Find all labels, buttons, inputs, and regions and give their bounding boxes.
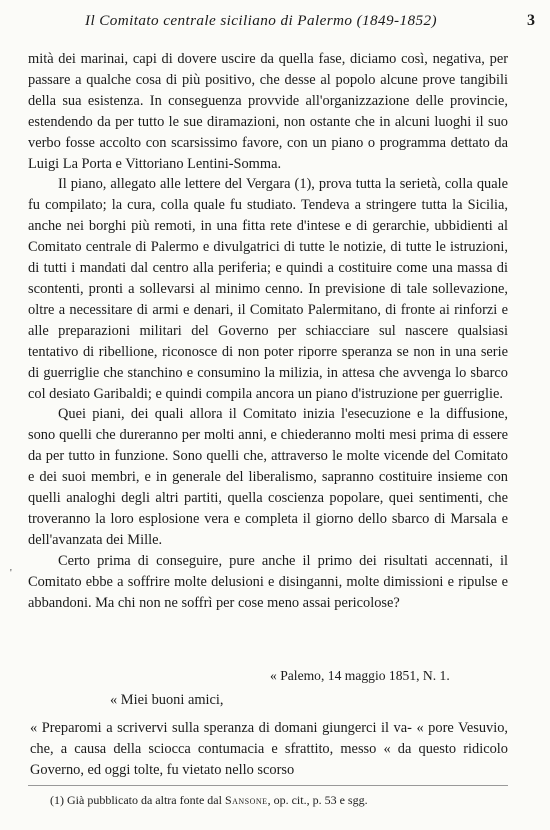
footnote-marker: (1) [50, 793, 64, 807]
letter-dateline: « Palemo, 14 maggio 1851, N. 1. [270, 668, 450, 683]
letter-salutation: « Miei buoni amici, [110, 692, 224, 708]
paragraph-2: Il piano, allegato alle lettere del Vergara (1), prova tutta la serietà, colla quale fu compilato; la cura, colla quale fu studiato. Tendeva a stringere tutta la Sicilia, anche nei borghi più remoti, in una fitta rete d'intese e di gerarchie, ubbidienti al Comitato centrale di Palermo e divulgatrici di tutte le notizie, di tutte le istruzioni, di tutti i mandati dal centro alla periferia; e quindi a costituire come una massa di scontenti, pronti a sollevarsi al minimo cenno. In previsione di tale sollevazione, oltre a necessitare di armi e denari, il Comitato Palermitano, di fronte ai rinforzi e alle preparazioni militari del Governo per schiacciare sul nascere qualsiasi tentativo di ribellione, riconosce di non poter riporre speranza se non in una serie di guerriglie che stanchino e consumino la milizia, in attesa che avvenga lo sbarco col desiato Garibaldi; e quindi compila ancora un piano d'istruzione per guerriglie. [28, 176, 508, 402]
paragraph-1: mità dei marinai, capi di dovere uscire da quella fase, diciamo così, negativa, per passare a qualche cosa di più positivo, che desse al popolo alcune prove tangibili della sua esistenza. In conseguenza provvide all'organizzazione delle provincie, estendendo da per tutto le sue diramazioni, non ostante che in alcuni luoghi il suo verbo fosse accolto con scarsissimo favore, con un piano o programma dettato da Luigi La Porta e Vittoriano Lentini-Somma. [28, 51, 508, 172]
page-header [0, 0, 550, 40]
letter-body [30, 718, 508, 781]
letter-text: « Preparomi a scrivervi sulla speranza di domani giungerci il va- « pore Vesuvio, che, a causa della sciocca contumacia e sfrattito, messo « da questo ridicolo Governo, ed oggi tolte, fu vietato nello scorso [30, 720, 508, 778]
footnote-divider [28, 785, 508, 786]
running-title: Il Comitato centrale siciliano di Palermo (1849-1852) [85, 12, 437, 29]
page-number: 3 [527, 12, 535, 29]
footnote-text: Già pubblicato da altra fonte dal [67, 793, 222, 807]
footnote [50, 793, 368, 808]
footnote-citation: , op. cit., p. 53 e sgg. [267, 793, 368, 807]
paragraph-4: Certo prima di conseguire, pure anche il primo dei risultati accennati, il Comitato ebbe a soffrire molte delusioni e disinganni, molte dimissioni e ripulse e abbandoni. Ma chi non ne soffrì per cose meno assai pericolose? [28, 552, 508, 611]
footnote-author: Sansone [224, 793, 268, 807]
body-text [28, 49, 508, 613]
margin-mark: ' [10, 568, 12, 579]
paragraph-3: Quei piani, dei quali allora il Comitato inizia l'esecuzione e la diffusione, sono quelli che dureranno per molti anni, e chiederanno molti mesi prima di essere da per tutto in funzione. Sono quelli che, attraverso le molte vicende del Comitato e dei suoi membri, e in generale del liberalismo, sapranno costituire insieme con quelli analoghi degli altri partiti, quella coscienza popolare, quei sentimenti, che troveranno la loro esplosione vera e completa il giorno dello sbarco di Marsala e dell'avanzata dei Mille. [28, 406, 508, 548]
